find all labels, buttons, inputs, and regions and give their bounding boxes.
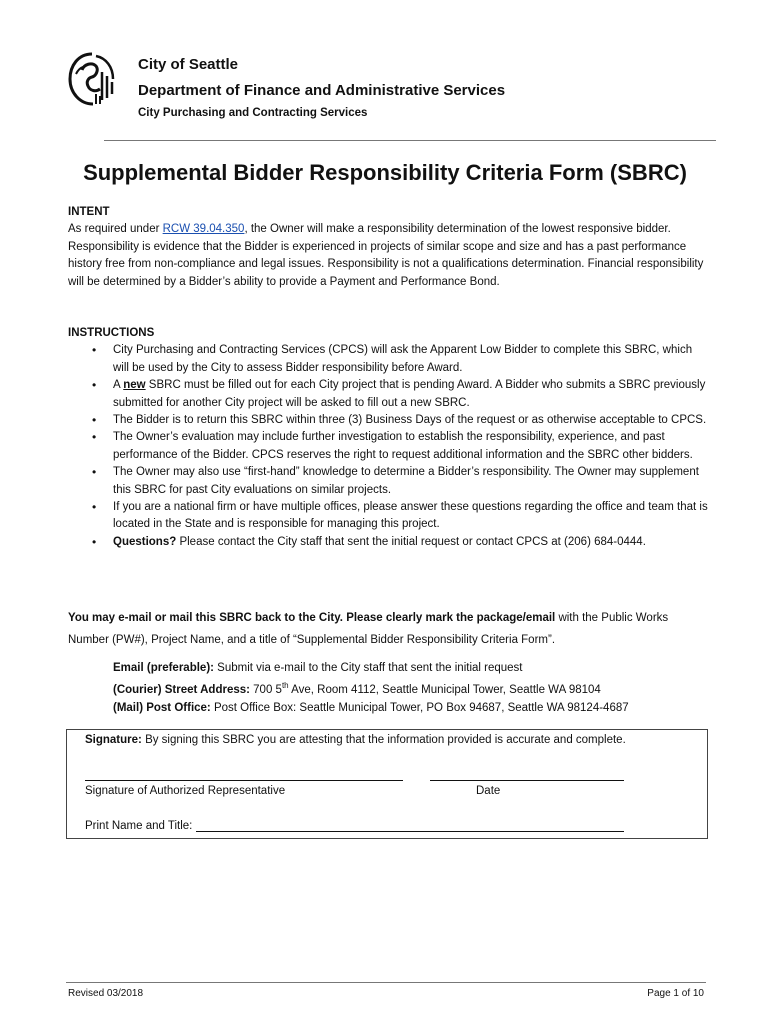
contact-block: [113, 660, 703, 717]
department-name: Department of Finance and Administrative Services: [138, 82, 506, 99]
instruction-item: [113, 377, 708, 412]
signature-line[interactable]: [85, 768, 403, 781]
instruction-text: The Bidder is to return this SBRC within three (3) Business Days of the request or as otherwise acceptable to CPCS.: [113, 414, 707, 427]
instruction-item: [113, 534, 708, 551]
instruction-text: Please contact the City staff that sent the initial request or contact CPCS at (206) 684-0444.: [176, 535, 646, 548]
street-text: 700 5: [249, 684, 282, 697]
instructions-list: [68, 342, 708, 551]
instruction-item: [113, 499, 708, 534]
return-text: with the Public Works Number (PW#), Project Name, and a title of “Supplemental Bidder Responsibility Criteria Form”.: [68, 612, 669, 646]
post-line: [113, 700, 703, 717]
post-label: (Mail) Post Office:: [113, 701, 211, 714]
email-label: Email (preferable):: [113, 662, 214, 674]
return-bold: You may e-mail or mail this SBRC back to the City. Please clearly mark the package/email: [68, 612, 556, 624]
signature-caption: Signature of Authorized Representative: [85, 785, 286, 797]
post-text: Post Office Box: Seattle Municipal Tower, PO Box 94687, Seattle WA 98124-4687: [210, 701, 629, 714]
return-paragraph: [68, 607, 708, 651]
intent-text: , the Owner will make a responsibility determination of the lowest responsive bidder. Responsibility is evidence that the Bidder is experienced in projects of similar scope and size and has a past performance history free from non-compliance and legal issues. Responsibility is not a qualifications determination. Financial responsibility will be determined by a Bidder’s ability to provide a Payment and Performance Bond.: [68, 223, 704, 288]
instruction-emphasis: Questions?: [113, 535, 177, 548]
instruction-item: [113, 342, 708, 377]
form-title: Supplemental Bidder Responsibility Criteria Form (SBRC): [83, 160, 687, 185]
street-text: Ave, Room 4112, Seattle Municipal Tower, Seattle WA 98104: [288, 684, 601, 697]
intent-prefix: As required under: [68, 223, 163, 236]
signature-box: [66, 729, 708, 839]
signature-statement: [85, 734, 700, 746]
email-text: Submit via e-mail to the City staff that sent the initial request: [213, 662, 523, 674]
division-name: City Purchasing and Contracting Services: [138, 107, 368, 119]
street-label: (Courier) Street Address:: [113, 684, 250, 697]
print-name-line[interactable]: [196, 819, 624, 832]
print-name-row: [85, 819, 624, 832]
page-number: Page 1 of 10: [647, 988, 704, 999]
street-sup: th: [281, 681, 289, 691]
intent-section: [68, 204, 708, 291]
instructions-heading: INSTRUCTIONS: [68, 327, 155, 339]
print-name-label: Print Name and Title:: [85, 820, 196, 832]
instruction-text: SBRC must be filled out for each City project that is pending Award. A Bidder who submits a SBRC previously submitted for another City project will be asked to fill out a new SBRC.: [113, 379, 706, 409]
instructions-section: [68, 325, 708, 551]
instruction-text: The Owner may also use “first-hand” knowledge to determine a Bidder’s responsibility. The Owner may supplement this SBRC for past City evaluations on similar projects.: [113, 466, 699, 496]
instruction-item: [113, 464, 708, 499]
instruction-text: A: [113, 379, 124, 392]
instruction-item: [113, 429, 708, 464]
date-line[interactable]: [430, 768, 624, 781]
intent-heading: INTENT: [68, 206, 110, 218]
org-name: City of Seattle: [138, 56, 239, 73]
email-line: [113, 660, 703, 677]
signature-text: By signing this SBRC you are attesting that the information provided is accurate and complete.: [141, 734, 626, 746]
header-divider: [104, 140, 716, 141]
instruction-text: City Purchasing and Contracting Services (CPCS) will ask the Apparent Low Bidder to complete this SBRC, which will be used by the City to assess Bidder responsibility before Award.: [113, 344, 693, 374]
instruction-emphasis: new: [123, 379, 146, 392]
signature-label: Signature:: [85, 734, 142, 746]
footer-divider: [66, 982, 706, 983]
intent-paragraph: [68, 221, 708, 291]
instruction-item: [113, 412, 708, 429]
rcw-link[interactable]: RCW 39.04.350: [162, 223, 245, 236]
street-line: [113, 677, 703, 699]
city-seal-logo: [66, 50, 118, 108]
instruction-text: If you are a national firm or have multiple offices, please answer these questions regarding the office and team that is located in the State and is responsible for managing this project.: [113, 501, 708, 531]
revised-date: Revised 03/2018: [68, 988, 144, 999]
date-caption: Date: [476, 785, 501, 797]
instruction-text: The Owner’s evaluation may include further investigation to establish the responsibility, experience, and past performance of the Bidder. CPCS reserves the right to request additional information and the SBRC other bidders.: [113, 431, 693, 461]
